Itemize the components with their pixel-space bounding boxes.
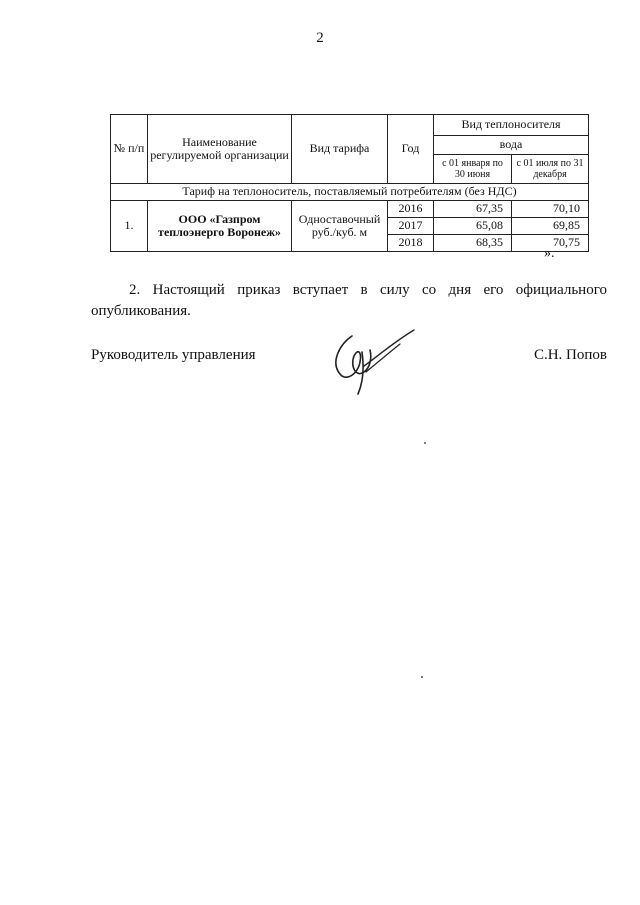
header-period-1: с 01 января по 30 июня	[434, 155, 512, 184]
closing-quote: ».	[544, 246, 555, 261]
page-number: 2	[316, 30, 324, 46]
scan-speck	[421, 676, 423, 678]
year-cell: 2016	[388, 201, 434, 218]
org-name: ООО «Газпром теплоэнерго Воронеж»	[148, 201, 292, 252]
header-period-2: с 01 июля по 31 декабря	[512, 155, 589, 184]
scan-speck	[424, 442, 426, 444]
header-carrier-type: Вид теплоносителя	[434, 115, 589, 136]
value-second-half: 69,85	[512, 218, 589, 235]
row-num: 1.	[111, 201, 148, 252]
signatory-title: Руководитель управления	[91, 347, 256, 363]
section-title: Тариф на теплоноситель, поставляемый потребителям (без НДС)	[111, 184, 589, 201]
effective-date-paragraph: 2. Настоящий приказ вступает в силу со дня его официального опубликования.	[91, 282, 607, 319]
handwritten-signature	[318, 322, 418, 402]
value-first-half: 65,08	[434, 218, 512, 235]
tariff-table	[110, 114, 589, 252]
header-tariff-type: Вид тарифа	[292, 115, 388, 184]
tariff-type: Одноставочный руб./куб. м	[292, 201, 388, 252]
value-first-half: 67,35	[434, 201, 512, 218]
header-org: Наименование регулируемой организации	[148, 115, 292, 184]
header-num: № п/п	[111, 115, 148, 184]
value-second-half: 70,10	[512, 201, 589, 218]
header-carrier: вода	[434, 136, 589, 155]
year-cell: 2018	[388, 235, 434, 252]
value-second-half: 70,75	[512, 235, 589, 252]
header-year: Год	[388, 115, 434, 184]
signatory-name: С.Н. Попов	[533, 347, 607, 363]
year-cell: 2017	[388, 218, 434, 235]
value-first-half: 68,35	[434, 235, 512, 252]
